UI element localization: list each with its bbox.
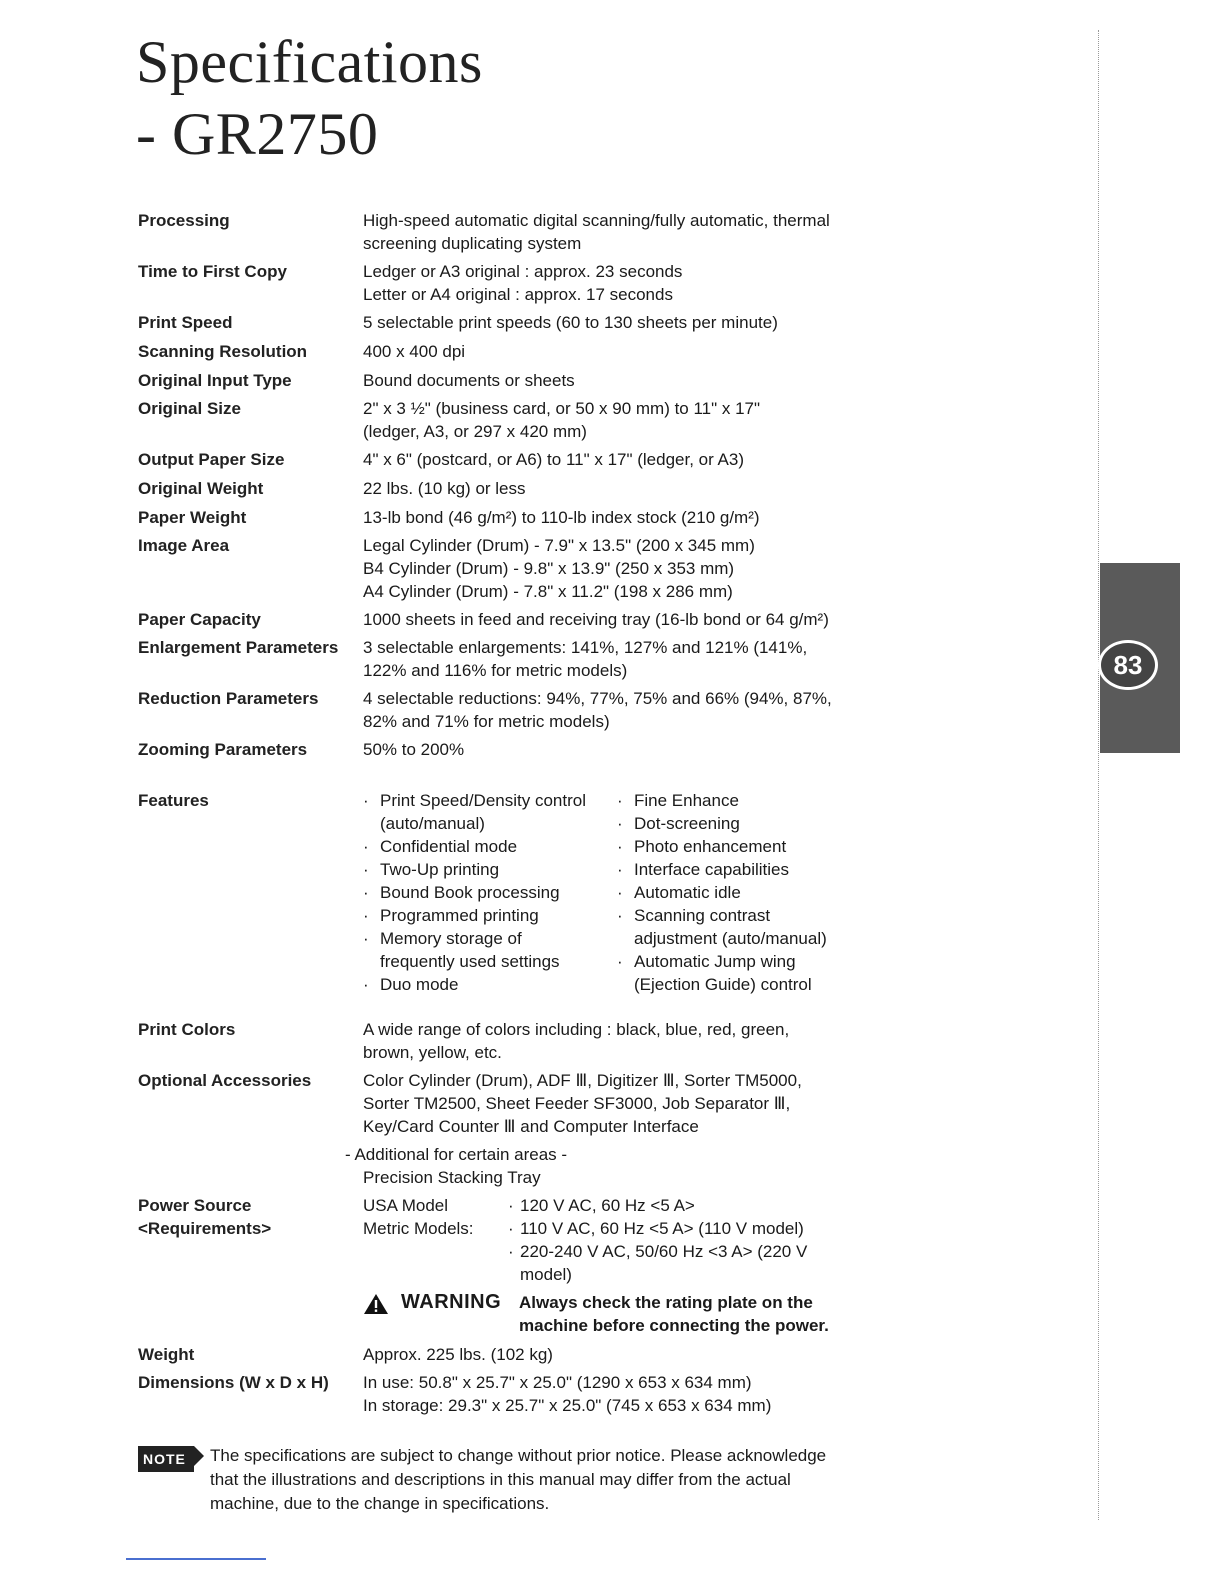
spec-value — [363, 1069, 863, 1138]
title-line-2: - GR2750 — [136, 101, 379, 167]
spec-value — [363, 738, 863, 761]
feature-item-line: · Print Speed/Density control — [380, 791, 586, 810]
spec-value — [363, 687, 863, 733]
spec-label: Dimensions (W x D x H) — [138, 1373, 329, 1392]
spec-value-line: screening duplicating system — [363, 234, 582, 253]
spec-value-line: A4 Cylinder (Drum) - 7.8" x 11.2" (198 x 286 mm) — [363, 582, 733, 601]
note-badge: NOTE — [138, 1446, 194, 1472]
spec-value — [363, 369, 863, 392]
spec-label: Output Paper Size — [138, 450, 285, 469]
spec-value-line: B4 Cylinder (Drum) - 9.8" x 13.9" (250 x 353 mm) — [363, 559, 735, 578]
spec-value-line: (ledger, A3, or 297 x 420 mm) — [363, 422, 587, 441]
spec-value-line: 3 selectable enlargements: 141%, 127% and 121% (141%, — [363, 638, 808, 657]
spec-label: Print Colors — [138, 1020, 236, 1039]
spec-value-line: Ledger or A3 original : approx. 23 seconds — [363, 262, 683, 281]
spec-value-line: 50% to 200% — [363, 740, 465, 759]
metric-requirement-220-line-2: model) — [520, 1265, 572, 1284]
spec-label: Zooming Parameters — [138, 740, 308, 759]
note-text-line: The specifications are subject to change without prior notice. Please acknowledge — [210, 1446, 827, 1465]
spec-value-line: Sorter TM2500, Sheet Feeder SF3000, Job Separator Ⅲ, — [363, 1094, 791, 1113]
warning-text — [519, 1291, 879, 1337]
feature-item — [617, 904, 867, 950]
spec-value — [363, 311, 863, 334]
spec-value-line: 400 x 400 dpi — [363, 342, 466, 361]
warning-text-line-2: machine before connecting the power. — [519, 1316, 829, 1335]
spec-value — [363, 534, 863, 603]
features-column-1 — [363, 789, 613, 996]
feature-item-line: · Automatic idle — [634, 883, 741, 902]
spec-label: Paper Capacity — [138, 610, 261, 629]
title-line-1: Specifications — [136, 29, 483, 95]
spec-value — [363, 260, 863, 306]
feature-item — [363, 927, 613, 973]
feature-item — [617, 812, 867, 835]
feature-item — [617, 950, 867, 996]
spec-label: Time to First Copy — [138, 262, 287, 281]
note-text-line: machine, due to the change in specifications. — [210, 1494, 550, 1513]
spec-value — [363, 448, 863, 471]
spec-value-line: Color Cylinder (Drum), ADF Ⅲ, Digitizer Ⅲ, Sorter TM5000, — [363, 1071, 802, 1090]
warning-text-line-1: Always check the rating plate on the — [519, 1293, 813, 1312]
feature-item — [617, 858, 867, 881]
feature-item-line: adjustment (auto/manual) — [634, 929, 827, 948]
feature-item-line: · Photo enhancement — [634, 837, 787, 856]
metric-model-label: Metric Models: — [363, 1219, 474, 1238]
spec-value-line: brown, yellow, etc. — [363, 1043, 502, 1062]
feature-item — [363, 858, 613, 881]
spec-label: Scanning Resolution — [138, 342, 308, 361]
feature-item-line: · Dot-screening — [634, 814, 740, 833]
note-text — [210, 1444, 870, 1516]
bottom-rule — [126, 1558, 266, 1560]
features-column-2 — [617, 789, 867, 996]
feature-item — [617, 835, 867, 858]
spec-value-line: Legal Cylinder (Drum) - 7.9" x 13.5" (200 x 345 mm) — [363, 536, 755, 555]
spec-label: Optional Accessories — [138, 1071, 312, 1090]
feature-item — [363, 881, 613, 904]
spec-value-line: Letter or A4 original : approx. 17 seconds — [363, 285, 673, 304]
spec-value-line: In storage: 29.3" x 25.7" x 25.0" (745 x 653 x 634 mm) — [363, 1396, 772, 1415]
usa-model-requirement: · 120 V AC, 60 Hz <5 A> — [508, 1194, 865, 1217]
spec-value-line: 5 selectable print speeds (60 to 130 sheets per minute) — [363, 313, 778, 332]
spec-value-line: 82% and 71% for metric models) — [363, 712, 610, 731]
power-label-1: Power Source — [138, 1196, 252, 1215]
spec-value-line: 1000 sheets in feed and receiving tray (16-lb bond or 64 g/m²) — [363, 610, 829, 629]
additional-areas-heading: - Additional for certain areas - — [345, 1145, 568, 1164]
spec-value: Approx. 225 lbs. (102 kg) — [363, 1345, 553, 1364]
feature-item — [363, 789, 613, 835]
spec-value — [363, 506, 863, 529]
spec-value — [363, 636, 863, 682]
spec-value-line: 2" x 3 ½" (business card, or 50 x 90 mm) to 11" x 17" — [363, 399, 761, 418]
feature-item — [363, 904, 613, 927]
spec-value — [363, 397, 863, 443]
power-label-2: <Requirements> — [138, 1219, 272, 1238]
warning-word: WARNING — [401, 1291, 502, 1313]
metric-requirement-110: · 110 V AC, 60 Hz <5 A> (110 V model) — [508, 1217, 865, 1240]
spec-label: Original Input Type — [138, 371, 292, 390]
spec-value — [363, 209, 863, 255]
feature-item — [617, 881, 867, 904]
spec-label: Paper Weight — [138, 508, 247, 527]
usa-model-label: USA Model — [363, 1196, 449, 1215]
spec-value — [363, 608, 863, 631]
spec-value — [363, 1018, 863, 1064]
spec-value — [363, 1371, 863, 1417]
spec-label: Weight — [138, 1345, 195, 1364]
spec-value-line: Bound documents or sheets — [363, 371, 575, 390]
spec-label: Original Weight — [138, 479, 264, 498]
spec-value-line: Key/Card Counter Ⅲ and Computer Interface — [363, 1117, 699, 1136]
feature-item — [363, 973, 613, 996]
spec-value-line: 4 selectable reductions: 94%, 77%, 75% and 66% (94%, 87%, — [363, 689, 832, 708]
spec-label: Reduction Parameters — [138, 689, 319, 708]
spec-value-line: 4" x 6" (postcard, or A6) to 11" x 17" (ledger, or A3) — [363, 450, 745, 469]
feature-item-line: frequently used settings — [380, 952, 560, 971]
spec-value-line: 13-lb bond (46 g/m²) to 110-lb index stock (210 g/m²) — [363, 508, 760, 527]
additional-areas-item: Precision Stacking Tray — [363, 1168, 541, 1187]
feature-item-line: (auto/manual) — [380, 814, 485, 833]
feature-item-line: · Duo mode — [380, 975, 459, 994]
feature-item-line: · Memory storage of — [380, 929, 522, 948]
page-number: 83 — [1098, 640, 1158, 690]
metric-requirement-220 — [508, 1240, 865, 1286]
spec-value-line: High-speed automatic digital scanning/fully automatic, thermal — [363, 211, 830, 230]
feature-item-line: · Interface capabilities — [634, 860, 789, 879]
spec-value-line: In use: 50.8" x 25.7" x 25.0" (1290 x 653 x 634 mm) — [363, 1373, 752, 1392]
spec-label — [138, 1194, 358, 1240]
spec-label: Processing — [138, 211, 230, 230]
feature-item-line: · Two-Up printing — [380, 860, 500, 879]
feature-item-line: · Scanning contrast — [634, 906, 771, 925]
spec-value — [363, 340, 863, 363]
feature-item — [363, 835, 613, 858]
spec-value-line: 22 lbs. (10 kg) or less — [363, 479, 526, 498]
feature-item-line: · Bound Book processing — [380, 883, 560, 902]
spec-value-line: A wide range of colors including : black, blue, red, green, — [363, 1020, 790, 1039]
metric-requirement-220-line-1: · 220-240 V AC, 50/60 Hz <3 A> (220 V — [520, 1242, 808, 1261]
margin-dotted-line — [1098, 30, 1099, 1520]
spec-value-line: 122% and 116% for metric models) — [363, 661, 628, 680]
feature-item-line: · Confidential mode — [380, 837, 518, 856]
feature-item-line: · Automatic Jump wing — [634, 952, 796, 971]
feature-item-line: · Programmed printing — [380, 906, 539, 925]
feature-item-line: (Ejection Guide) control — [634, 975, 812, 994]
warning-triangle-icon — [363, 1293, 389, 1315]
spec-label: Original Size — [138, 399, 241, 418]
page-title — [136, 26, 483, 170]
spec-label: Image Area — [138, 536, 230, 555]
note-text-line: that the illustrations and descriptions in this manual may differ from the actual — [210, 1470, 791, 1489]
spec-value — [363, 477, 863, 500]
spec-label: Print Speed — [138, 313, 233, 332]
spec-label: Enlargement Parameters — [138, 638, 339, 657]
spec-label: Features — [138, 791, 209, 810]
feature-item-line: · Fine Enhance — [634, 791, 739, 810]
feature-item — [617, 789, 867, 812]
